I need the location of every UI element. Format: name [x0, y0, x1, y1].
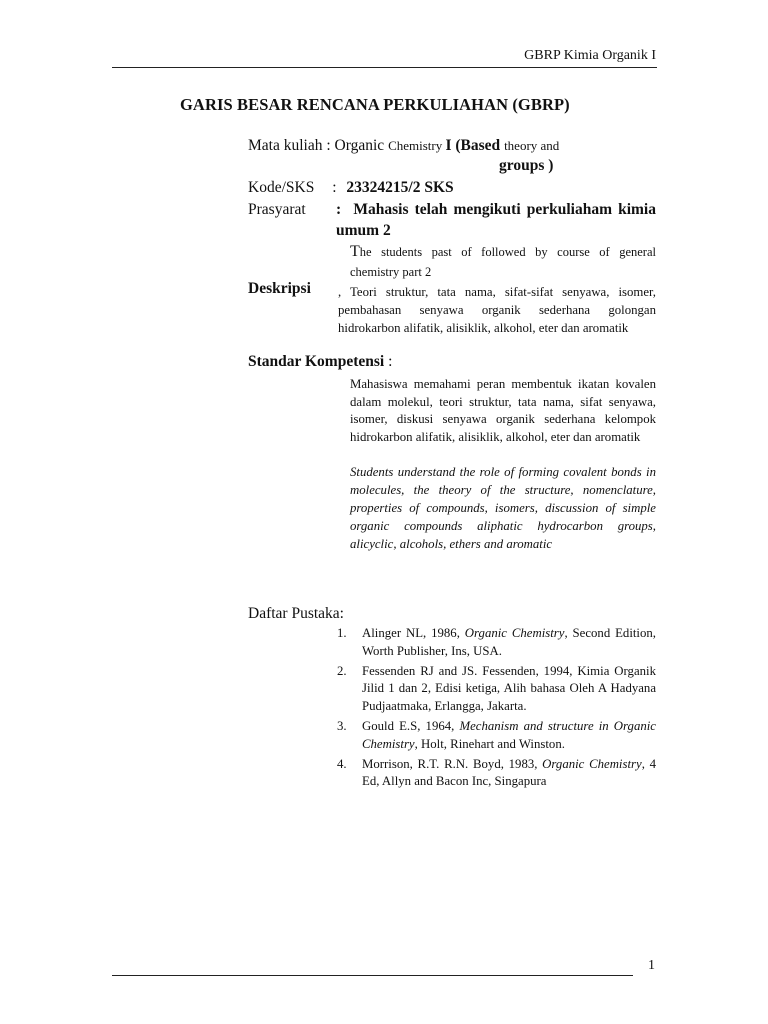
- reference-item: 4. Morrison, R.T. R.N. Boyd, 1983, Organic Chemistry, 4 Ed, Allyn and Bacon Inc, Singapura: [337, 756, 657, 789]
- mata-kuliah-value-1: Organic: [334, 137, 389, 154]
- daftar-pustaka-label: Daftar Pustaka:: [248, 605, 344, 622]
- prasyarat-separator: :: [336, 201, 342, 218]
- reference-item: 3. Gould E.S, 1964, Mechanism and structure in Organic Chemistry, Holt, Rinehart and Winston.: [337, 718, 656, 751]
- kode-sks-label: Kode/SKS: [248, 179, 315, 196]
- document-title: GARIS BESAR RENCANA PERKULIAHAN (GBRP): [180, 95, 570, 114]
- prasyarat-english: The students past of followed by course of general chemistry part 2: [350, 243, 656, 279]
- reference-item: 2. Fessenden RJ and JS. Fessenden, 1994, Kimia Organik Jilid 1 dan 2, Edisi ketiga, Alih bahasa Oleh A Hadyana Pudjaatmaka, Erlangga, Jakarta.: [337, 663, 656, 714]
- standar-kompetensi-label: Standar Kompetensi :: [248, 353, 393, 370]
- reference-number: 1.: [337, 626, 347, 640]
- reference-item: 1. Alinger NL, 1986, Organic Chemistry, Second Edition, Worth Publisher, Ins, USA.: [337, 626, 656, 658]
- standar-kompetensi-indonesian: Mahasiswa memahami peran membentuk ikatan kovalen dalam molekul, teori struktur, tata nama, sifat senyawa, isomer, diskusi senyawa organik sederhana kelompok hidrokarbon alifatik, alisiklik, alkohol, eter dan aromatik: [350, 377, 656, 445]
- footer-rule: [112, 975, 633, 976]
- deskripsi-text: , Teori struktur, tata nama, sifat-sifat senyawa, isomer, pembahasan senyawa organik sederhana golongan hidrokarbon alifatik, alisiklik, alkohol, eter dan aromatik: [338, 285, 656, 335]
- mata-kuliah-value-2: Chemistry: [388, 138, 446, 153]
- kode-sks-value: 23324215/2 SKS: [346, 179, 454, 196]
- page-number: 1: [648, 958, 655, 973]
- reference-number: 3.: [337, 718, 347, 733]
- standar-kompetensi-english: Students understand the role of forming covalent bonds in molecules, the theory of the structure, nomenclature, properties of compounds, isomers, discussion of simple organic compounds aliphatic hydrocarbon groups, alicyclic, alcohols, ethers and aromatic: [350, 465, 656, 551]
- prasyarat-label: Prasyarat: [248, 201, 306, 218]
- reference-number: 4.: [337, 756, 347, 771]
- prasyarat-text: Mahasis telah mengikuti perkuliaham kimia umum 2: [336, 201, 656, 239]
- deskripsi-label: Deskripsi: [248, 280, 311, 297]
- reference-list: [337, 625, 656, 793]
- header-rule: [112, 67, 657, 68]
- mata-kuliah-separator: :: [326, 137, 331, 154]
- mata-kuliah-value-4: theory and: [504, 138, 560, 153]
- mata-kuliah-value-3: I (Based: [445, 137, 505, 154]
- mata-kuliah-value-5: groups ): [499, 157, 554, 174]
- kode-sks-row: [248, 179, 454, 197]
- running-header: GBRP Kimia Organik I: [524, 48, 656, 63]
- mata-kuliah-label: Mata kuliah: [248, 137, 323, 154]
- reference-number: 2.: [337, 663, 347, 678]
- prasyarat-value: [336, 199, 656, 241]
- mata-kuliah-row: [248, 137, 559, 155]
- kode-sks-separator: :: [332, 179, 337, 196]
